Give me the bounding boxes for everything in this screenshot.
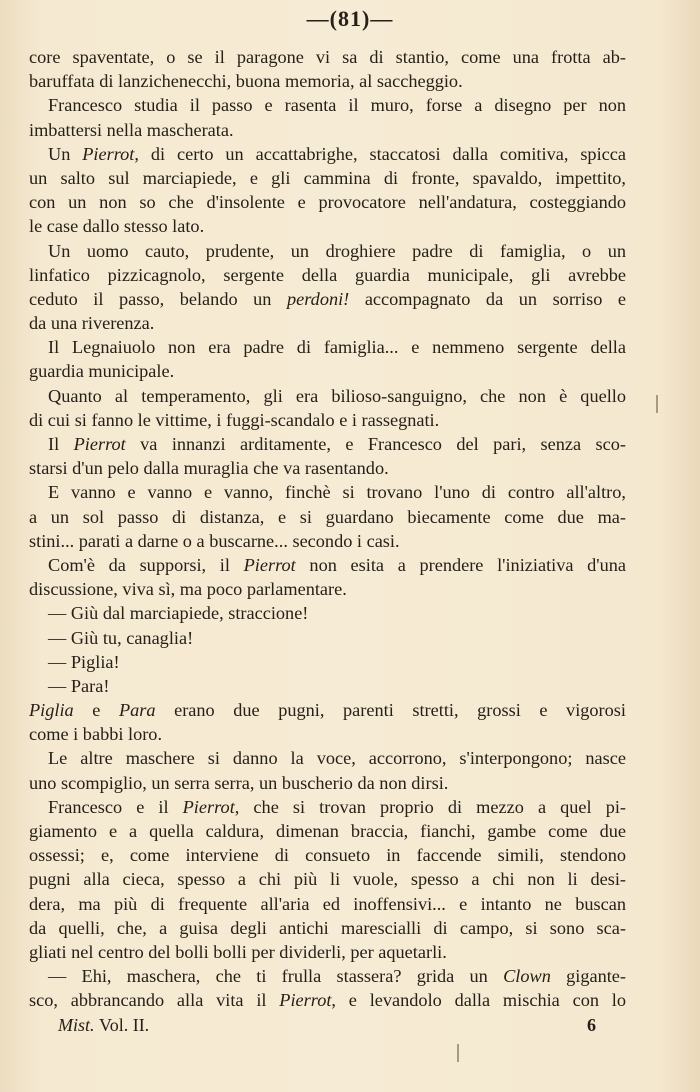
italic-term: Para	[118, 700, 156, 721]
text-line: da una riverenza.	[29, 313, 155, 334]
body-text	[29, 45, 626, 1013]
text-line: pugni alla cieca, spesso a chi più li vuole, spesso a chi non li desi-	[29, 869, 626, 890]
text-line: — Giù dal marciapiede, straccione!	[48, 603, 309, 624]
text-line: ceduto il passo, belando un perdoni! accompagnato da un sorriso e	[29, 288, 626, 309]
text-line: Piglia e Para erano due pugni, parenti stretti, grossi e vigorosi	[29, 700, 626, 721]
italic-term: Pierrot	[73, 434, 126, 454]
text-line: Il Legnaiuolo non era padre di famiglia... e nemmeno sergente della	[48, 337, 626, 358]
paper-mark	[457, 1044, 459, 1062]
text-line: core spaventate, o se il paragone vi sa di stantio, come una frotta ab-	[29, 47, 626, 67]
text-line: dera, ma più di frequente all'aria ed inoffensivi... e intanto ne buscan	[29, 893, 626, 914]
printer-signature: 6	[587, 1015, 596, 1035]
italic-term: Clown	[503, 966, 551, 987]
italic-term: Pierrot	[182, 796, 235, 817]
text-line: gliati nel centro del bolli bolli per dividerli, per aquetarli.	[29, 941, 447, 962]
text-line: le case dallo stesso lato.	[29, 216, 205, 237]
text-line: — Para!	[48, 675, 110, 696]
text-line: Francesco studia il passo e rasenta il muro, forse a disegno per non	[48, 95, 626, 116]
text-line: a un sol passo di distanza, e si guardano biecamente come due ma-	[29, 506, 626, 527]
text-line: Francesco e il Pierrot, che si trovan proprio di mezzo a quel pi-	[48, 796, 626, 817]
text-line: — Giù tu, canaglia!	[48, 627, 194, 648]
footer-volume-label: Vol. II.	[99, 1015, 150, 1035]
text-line: sco, abbrancando alla vita il Pierrot, e levandolo dalla mischia con lo	[29, 990, 626, 1011]
text-line: di cui si fanno le vittime, i fuggi-scandalo e i rassegnati.	[29, 409, 440, 430]
text-line: come i babbi loro.	[29, 724, 163, 745]
text-line: uno scompiglio, un serra serra, un buscherio da non dirsi.	[29, 772, 449, 793]
page-number: —(81)—	[306, 6, 394, 31]
text-line: guardia municipale.	[29, 361, 175, 382]
italic-term: Pierrot	[82, 143, 135, 164]
text-line: starsi d'un pelo dalla muraglia che va rasentando.	[29, 458, 389, 479]
text-line: baruffata di lanzichenecchi, buona memoria, al saccheggio.	[29, 71, 463, 92]
text-line: Com'è da supporsi, il Pierrot non esita a prendere l'iniziativa d'una	[48, 554, 626, 575]
text-line: — Piglia!	[48, 651, 120, 672]
paper-mark	[656, 395, 658, 413]
text-line: stini... parati a darne o a buscarne... secondo i casi.	[29, 530, 400, 551]
text-line: Quanto al temperamento, gli era bilioso-sanguigno, che non è quello	[48, 385, 626, 406]
text-line: Le altre maschere si danno la voce, accorrono, s'interpongono; nasce	[48, 748, 626, 769]
text-line: un salto sul marciapiede, e gli cammina di fronte, spavaldo, impettito,	[29, 167, 626, 188]
italic-term: perdoni!	[286, 288, 350, 309]
text-line: Il Pierrot va innanzi arditamente, e Francesco del pari, senza sco-	[48, 434, 626, 454]
text-line: ossessi; e, come interviene di consueto in faccende simili, stendono	[29, 845, 626, 866]
text-line: giamento e a quella caldura, dimenan braccia, fianchi, gambe come due	[29, 821, 626, 841]
text-line: discussione, viva sì, ma poco parlamentare.	[29, 579, 347, 600]
text-line: linfatico pizzicagnolo, sergente della guardia municipale, gli avrebbe	[29, 264, 626, 285]
text-line: imbattersi nella mascherata.	[29, 119, 234, 140]
page-footer	[29, 1013, 626, 1037]
footer-source: Mist.	[58, 1015, 95, 1035]
text-line: — Ehi, maschera, che ti frulla stassera? grida un Clown gigante-	[48, 966, 626, 987]
text-line: E vanno e vanno e vanno, finchè si trovano l'uno di contro all'altro,	[48, 482, 626, 503]
italic-term: Pierrot	[279, 990, 332, 1011]
text-line: da quelli, che, a guisa degli antichi marescialli di campo, si sono sca-	[29, 917, 626, 938]
italic-term: Pierrot	[243, 554, 296, 575]
footer-volume	[58, 1013, 149, 1037]
text-line: con un non so che d'insolente e provocatore nell'andatura, costeggiando	[29, 192, 626, 213]
text-line: Un uomo cauto, prudente, un droghiere padre di famiglia, o un	[48, 240, 626, 261]
text-line: Un Pierrot, di certo un accattabrighe, staccatosi dalla comitiva, spicca	[48, 143, 626, 164]
italic-term: Piglia	[29, 700, 74, 721]
